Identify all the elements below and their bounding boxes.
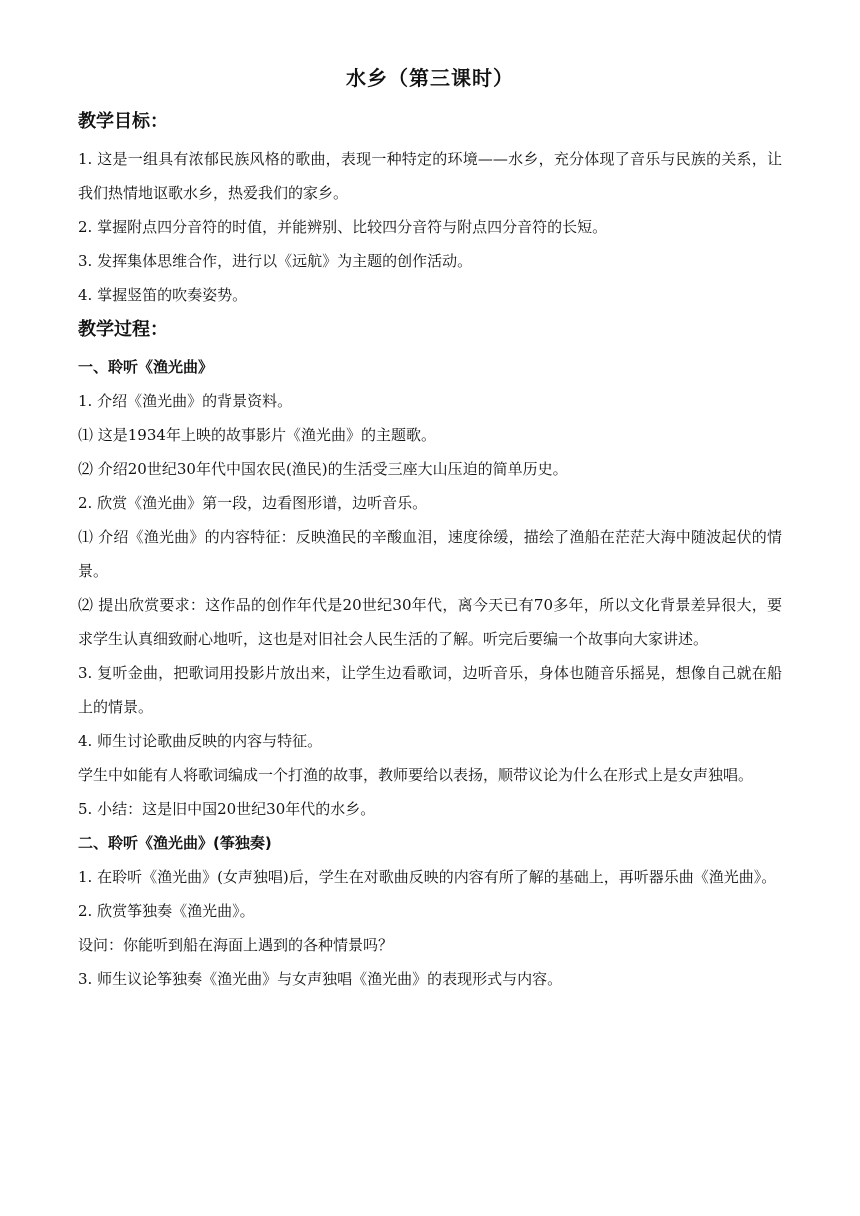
process-paragraph: 2. 欣赏筝独奏《渔光曲》。 [78, 902, 255, 920]
section-process [78, 316, 782, 996]
document-page [78, 62, 782, 996]
section-heading-objectives: 教学目标： [78, 111, 168, 132]
process-paragraph: 4. 师生讨论歌曲反映的内容与特征。 [78, 732, 323, 750]
process-paragraph: ⑴ 介绍《渔光曲》的内容特征：反映渔民的辛酸血泪，速度徐缓，描绘了渔船在茫茫大海中随波起伏的情景。 [78, 528, 782, 580]
section-heading-process: 教学过程： [78, 319, 168, 340]
process-paragraph: 设问：你能听到船在海面上遇到的各种情景吗？ [78, 936, 394, 954]
objective-item: 2. 掌握附点四分音符的时值，并能辨别、比较四分音符与附点四分音符的长短。 [78, 218, 608, 236]
process-paragraph: ⑵ 介绍20世纪30年代中国农民(渔民)的生活受三座大山压迫的简单历史。 [78, 460, 568, 478]
subsection-heading: 一、聆听《渔光曲》 [78, 358, 214, 376]
document-title: 水乡（第三课时） [346, 66, 514, 90]
process-paragraph: 1. 在聆听《渔光曲》(女声独唱)后，学生在对歌曲反映的内容有所了解的基础上，再听器乐曲《渔光曲》。 [78, 868, 777, 886]
process-paragraph: ⑵ 提出欣赏要求：这作品的创作年代是20世纪30年代，离今天已有70多年，所以文化背景差异很大，要求学生认真细致耐心地听，这也是对旧社会人民生活的了解。听完后要编一个故事向大家讲述。 [78, 596, 782, 648]
objective-item: 4. 掌握竖笛的吹奏姿势。 [78, 286, 248, 304]
section-objectives [78, 108, 782, 312]
process-paragraph: 5. 小结：这是旧中国20世纪30年代的水乡。 [78, 800, 376, 818]
subsection-listen-zheng [78, 826, 782, 996]
process-paragraph: 1. 介绍《渔光曲》的背景资料。 [78, 392, 293, 410]
process-paragraph: ⑴ 这是1934年上映的故事影片《渔光曲》的主题歌。 [78, 426, 436, 444]
objective-item: 1. 这是一组具有浓郁民族风格的歌曲，表现一种特定的环境——水乡，充分体现了音乐与民族的关系，让我们热情地讴歌水乡，热爱我们的家乡。 [78, 150, 782, 202]
subsection-heading: 二、聆听《渔光曲》(筝独奏) [78, 834, 272, 852]
process-paragraph: 2. 欣赏《渔光曲》第一段，边看图形谱，边听音乐。 [78, 494, 428, 512]
subsection-listen-song [78, 350, 782, 826]
process-paragraph: 学生中如能有人将歌词编成一个打渔的故事，教师要给以表扬，顺带议论为什么在形式上是女声独唱。 [78, 766, 754, 784]
process-paragraph: 3. 师生议论筝独奏《渔光曲》与女声独唱《渔光曲》的表现形式与内容。 [78, 970, 563, 988]
objective-item: 3. 发挥集体思维合作，进行以《远航》为主题的创作活动。 [78, 252, 473, 270]
process-paragraph: 3. 复听金曲，把歌词用投影片放出来，让学生边看歌词，边听音乐，身体也随音乐摇晃，想像自己就在船上的情景。 [78, 664, 782, 716]
